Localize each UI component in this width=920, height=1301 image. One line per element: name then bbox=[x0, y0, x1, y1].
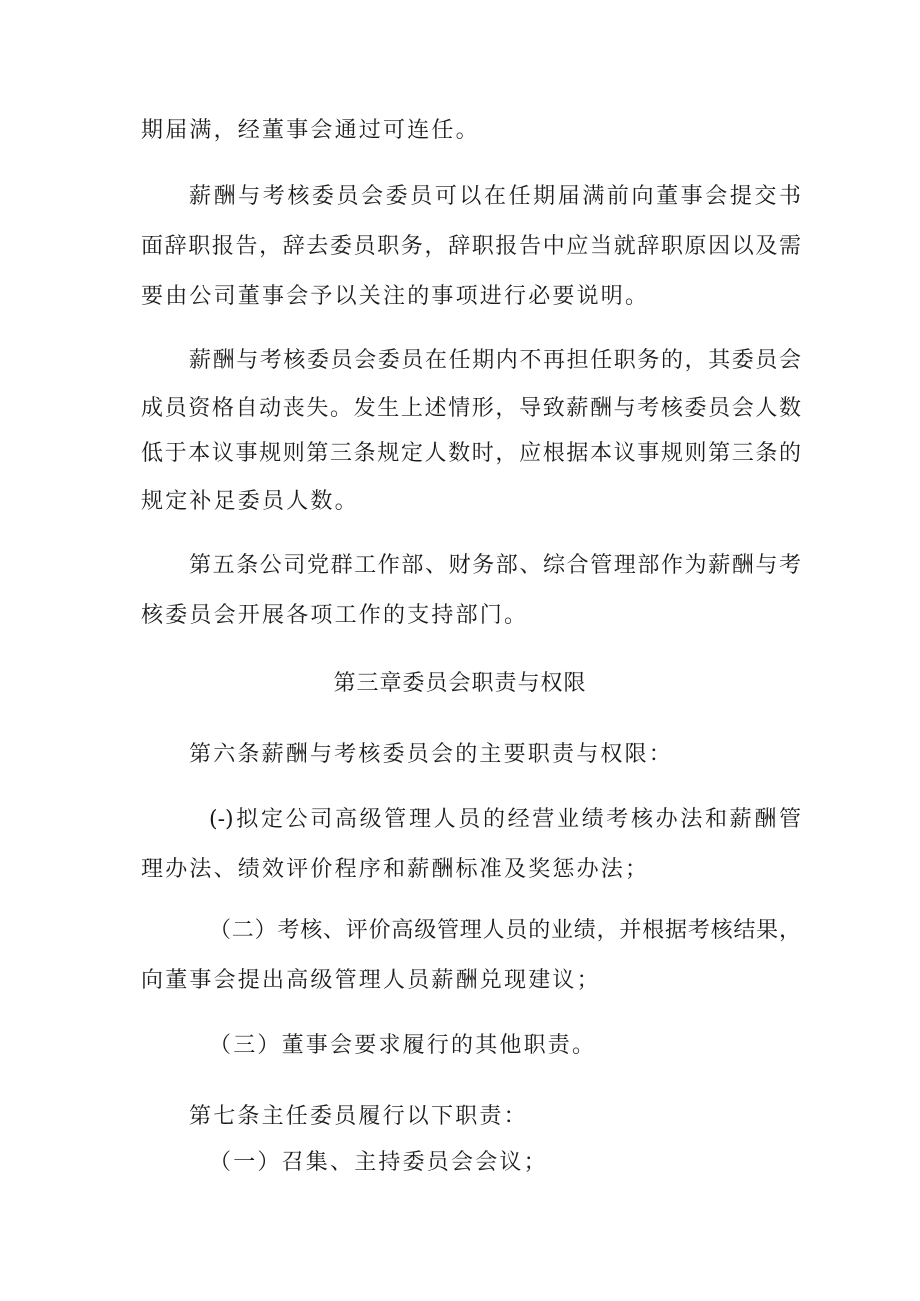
text-line: 期届满，经董事会通过可连任。 bbox=[141, 118, 480, 143]
text-line: 要由公司董事会予以关注的事项进行必要说明。 bbox=[141, 284, 650, 309]
text-line: （二）考核、评价高级管理人员的业绩，并根据考核结果， bbox=[209, 918, 801, 943]
text-line: 理办法、绩效评价程序和薪酬标准及奖惩办法； bbox=[141, 857, 650, 882]
text-line: 第五条公司党群工作部、财务部、综合管理部作为薪酬与考 bbox=[189, 553, 801, 578]
text-line: (-)拟定公司高级管理人员的经营业绩考核办法和薪酬管 bbox=[209, 807, 801, 832]
text-line: 低于本议事规则第三条规定人数时，应根据本议事规则第三条的 bbox=[141, 441, 801, 466]
text-line: 核委员会开展各项工作的支持部门。 bbox=[141, 603, 529, 628]
text-line: （三）董事会要求履行的其他职责。 bbox=[209, 1033, 597, 1058]
text-line: 第六条薪酬与考核委员会的主要职责与权限： bbox=[189, 742, 674, 767]
text-line: 第七条主任委员履行以下职责： bbox=[189, 1104, 528, 1129]
text-line: 面辞职报告，辞去委员职务，辞职报告中应当就辞职原因以及需 bbox=[141, 234, 801, 259]
text-line: （一）召集、主持委员会会议； bbox=[209, 1150, 548, 1175]
text-line: 薪酬与考核委员会委员可以在任期届满前向董事会提交书 bbox=[189, 184, 801, 209]
text-line: 薪酬与考核委员会委员在任期内不再担任职务的，其委员会 bbox=[189, 348, 801, 373]
text-line: 规定补足委员人数。 bbox=[141, 489, 359, 514]
text-line: 成员资格自动丧失。发生上述情形，导致薪酬与考核委员会人数 bbox=[141, 396, 801, 421]
chapter-heading: 第三章委员会职责与权限 bbox=[333, 671, 587, 696]
text-line: 向董事会提出高级管理人员薪酬兑现建议； bbox=[141, 968, 601, 993]
